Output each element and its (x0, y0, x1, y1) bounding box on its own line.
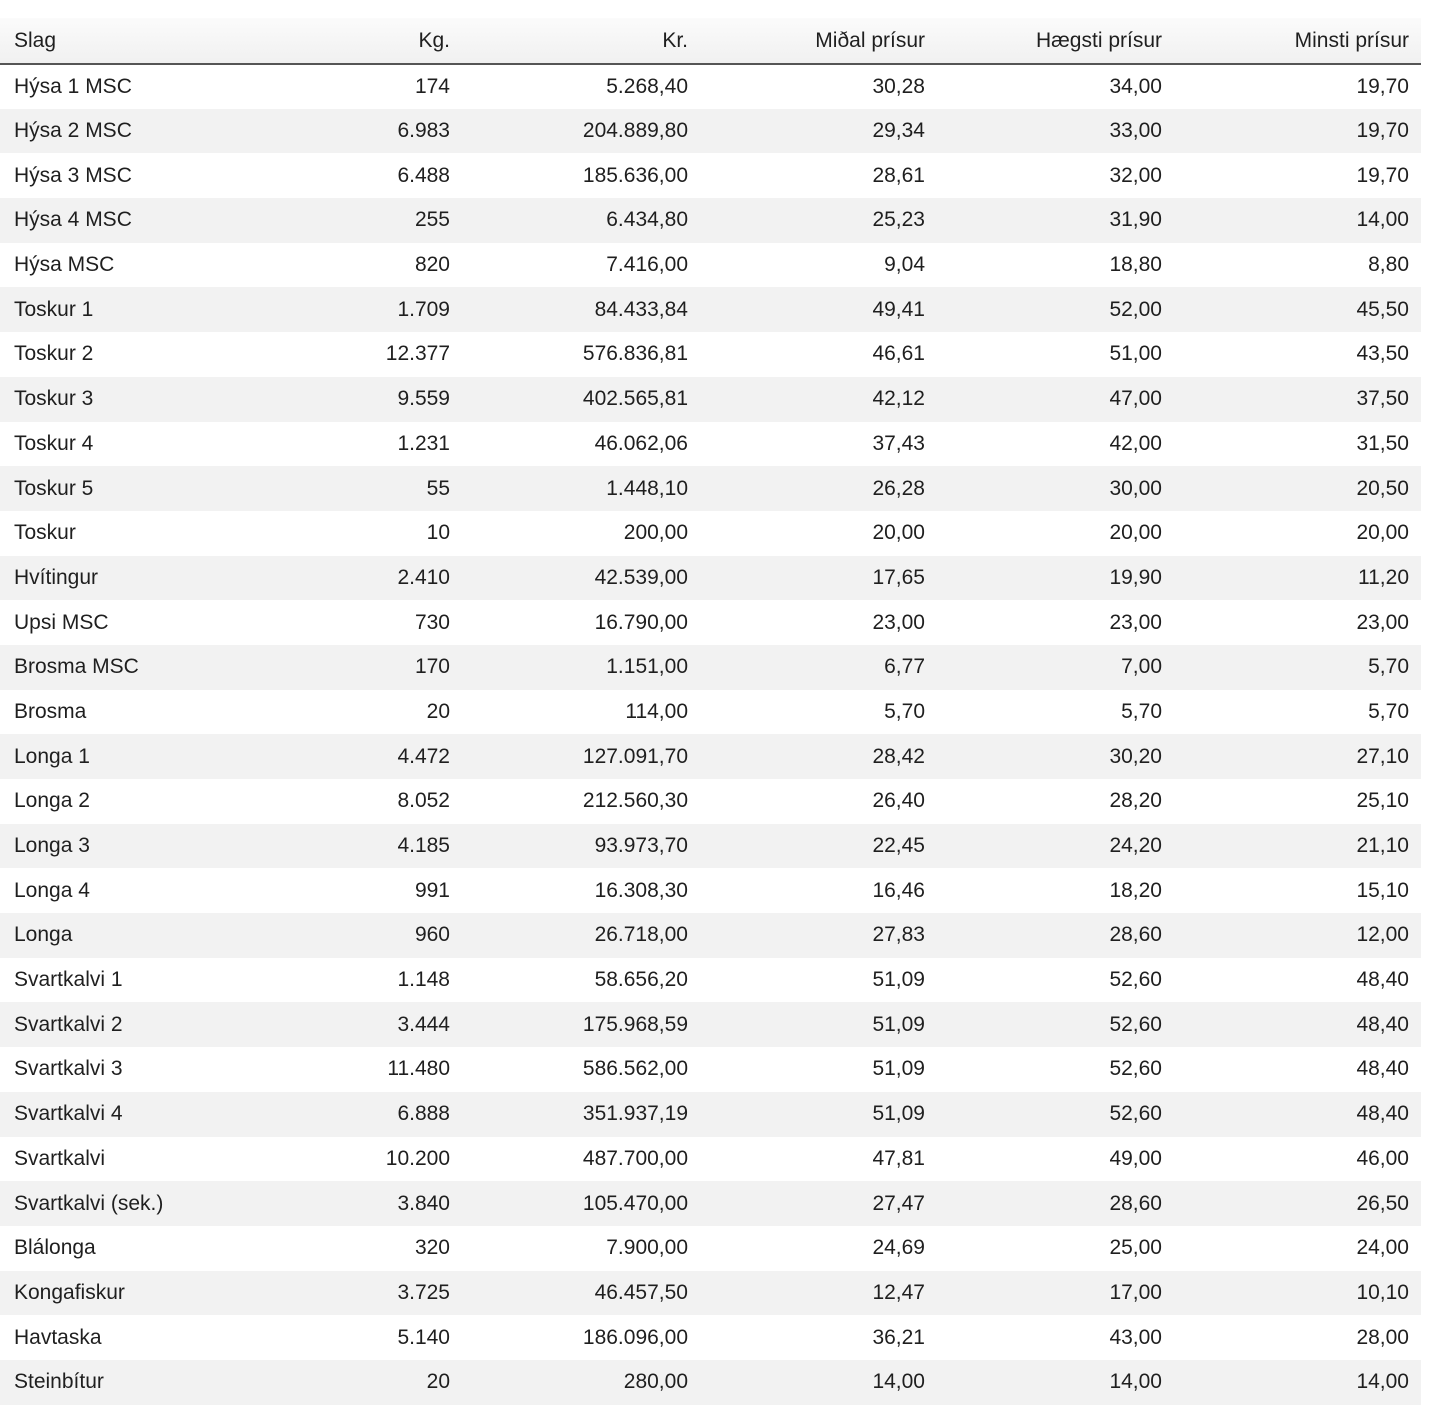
min-price-cell: 12,00 (1356, 923, 1409, 947)
kg-cell: 3.840 (397, 1191, 450, 1215)
species-cell: Havtaska (14, 1325, 102, 1349)
table-row (0, 466, 1421, 511)
species-cell: Steinbítur (14, 1370, 104, 1394)
min-price-cell: 8,80 (1368, 253, 1409, 277)
kg-cell: 730 (414, 610, 450, 634)
kr-cell: 6.434,80 (606, 208, 688, 232)
avg-price-cell: 28,61 (872, 163, 925, 187)
kg-cell: 991 (414, 878, 450, 902)
species-cell: Longa 1 (14, 744, 90, 768)
avg-price-cell: 26,28 (872, 476, 925, 500)
min-price-cell: 5,70 (1368, 655, 1409, 679)
kr-cell: 105.470,00 (582, 1191, 688, 1215)
species-cell: Blálonga (14, 1236, 96, 1260)
table-row (0, 64, 1421, 109)
min-price-cell: 46,00 (1356, 1146, 1409, 1170)
min-price-cell: 14,00 (1356, 1370, 1409, 1394)
max-price-cell: 52,60 (1109, 968, 1162, 992)
table-row (0, 958, 1421, 1003)
species-cell: Longa 4 (14, 878, 90, 902)
kr-cell: 7.900,00 (606, 1236, 688, 1260)
avg-price-cell: 14,00 (872, 1370, 925, 1394)
kg-cell: 20 (426, 699, 450, 723)
max-price-cell: 28,60 (1109, 923, 1162, 947)
avg-price-cell: 23,00 (872, 610, 925, 634)
kg-cell: 1.709 (397, 297, 450, 321)
kr-cell: 1.151,00 (606, 655, 688, 679)
table-row (0, 287, 1421, 332)
kg-cell: 55 (426, 476, 450, 500)
kg-cell: 3.725 (397, 1280, 450, 1304)
species-cell: Hýsa 4 MSC (14, 208, 132, 232)
kr-cell: 114,00 (625, 699, 688, 723)
max-price-cell: 33,00 (1109, 119, 1162, 143)
table-row (0, 243, 1421, 288)
table-row (0, 1226, 1421, 1271)
max-price-cell: 47,00 (1109, 387, 1162, 411)
kg-cell: 255 (414, 208, 450, 232)
table-row (0, 1360, 1421, 1405)
species-cell: Brosma (14, 699, 87, 723)
kr-cell: 487.700,00 (582, 1146, 688, 1170)
max-price-cell: 42,00 (1109, 431, 1162, 455)
header-row (0, 18, 1421, 64)
table-row (0, 1315, 1421, 1360)
species-cell: Svartkalvi 3 (14, 1057, 123, 1081)
avg-price-cell: 36,21 (872, 1325, 925, 1349)
table-row (0, 153, 1421, 198)
kg-cell: 820 (414, 253, 450, 277)
min-price-cell: 37,50 (1356, 387, 1409, 411)
avg-price-cell: 51,09 (872, 1057, 925, 1081)
avg-price-cell: 12,47 (872, 1280, 925, 1304)
kr-cell: 351.937,19 (582, 1102, 688, 1126)
min-price-cell: 11,20 (1358, 565, 1409, 589)
avg-price-cell: 37,43 (872, 431, 925, 455)
min-price-cell: 48,40 (1356, 1012, 1409, 1036)
max-price-cell: 24,20 (1109, 834, 1162, 858)
table-row (0, 377, 1421, 422)
price-table-container (0, 18, 1421, 1405)
kr-cell: 586.562,00 (582, 1057, 688, 1081)
min-price-cell: 14,00 (1356, 208, 1409, 232)
min-price-cell: 5,70 (1368, 699, 1409, 723)
species-cell: Svartkalvi (14, 1146, 106, 1170)
species-cell: Kongafiskur (14, 1280, 125, 1304)
kr-cell: 186.096,00 (582, 1325, 688, 1349)
avg-price-cell: 17,65 (872, 565, 925, 589)
kr-cell: 16.790,00 (594, 610, 688, 634)
kr-cell: 127.091,70 (582, 744, 688, 768)
max-price-cell: 32,00 (1109, 163, 1162, 187)
species-cell: Hýsa 1 MSC (14, 74, 132, 98)
species-cell: Longa (14, 923, 73, 947)
min-price-cell: 10,10 (1356, 1280, 1409, 1304)
species-cell: Svartkalvi 1 (14, 968, 123, 992)
avg-price-cell: 51,09 (872, 1012, 925, 1036)
max-price-cell: 18,80 (1109, 253, 1162, 277)
min-price-cell: 19,70 (1356, 74, 1409, 98)
table-row (0, 1137, 1421, 1182)
max-price-cell: 43,00 (1109, 1325, 1162, 1349)
column-header-min-price: Minsti prísur (1174, 18, 1421, 64)
kr-cell: 58.656,20 (594, 968, 688, 992)
min-price-cell: 27,10 (1356, 744, 1409, 768)
kr-cell: 5.268,40 (606, 74, 688, 98)
kr-cell: 7.416,00 (606, 253, 688, 277)
min-price-cell: 48,40 (1356, 968, 1409, 992)
avg-price-cell: 42,12 (872, 387, 925, 411)
table-row (0, 198, 1421, 243)
kg-cell: 4.185 (397, 834, 450, 858)
kr-cell: 84.433,84 (594, 297, 688, 321)
kr-cell: 16.308,30 (594, 878, 688, 902)
max-price-cell: 30,00 (1109, 476, 1162, 500)
table-row (0, 868, 1421, 913)
max-price-cell: 52,60 (1109, 1012, 1162, 1036)
kr-cell: 93.973,70 (594, 834, 688, 858)
table-body (0, 64, 1421, 1405)
min-price-cell: 28,00 (1356, 1325, 1409, 1349)
min-price-cell: 25,10 (1356, 789, 1409, 813)
avg-price-cell: 20,00 (872, 521, 925, 545)
max-price-cell: 7,00 (1121, 655, 1162, 679)
table-row (0, 1047, 1421, 1092)
min-price-cell: 26,50 (1356, 1191, 1409, 1215)
avg-price-cell: 51,09 (872, 1102, 925, 1126)
species-cell: Upsi MSC (14, 610, 109, 634)
table-row (0, 600, 1421, 645)
max-price-cell: 34,00 (1109, 74, 1162, 98)
kr-cell: 1.448,10 (606, 476, 688, 500)
kg-cell: 20 (426, 1370, 450, 1394)
kg-cell: 8.052 (397, 789, 450, 813)
table-row (0, 645, 1421, 690)
min-price-cell: 15,10 (1356, 878, 1409, 902)
kg-cell: 4.472 (397, 744, 450, 768)
avg-price-cell: 27,47 (872, 1191, 925, 1215)
table-row (0, 824, 1421, 869)
max-price-cell: 25,00 (1109, 1236, 1162, 1260)
species-cell: Longa 2 (14, 789, 90, 813)
table-row (0, 734, 1421, 779)
avg-price-cell: 46,61 (872, 342, 925, 366)
min-price-cell: 23,00 (1356, 610, 1409, 634)
kg-cell: 9.559 (397, 387, 450, 411)
kr-cell: 46.457,50 (594, 1280, 688, 1304)
table-row (0, 690, 1421, 735)
kg-cell: 174 (414, 74, 450, 98)
max-price-cell: 19,90 (1109, 565, 1162, 589)
species-cell: Toskur (14, 521, 76, 545)
avg-price-cell: 24,69 (872, 1236, 925, 1260)
max-price-cell: 28,60 (1109, 1191, 1162, 1215)
table-row (0, 332, 1421, 377)
max-price-cell: 52,00 (1109, 297, 1162, 321)
species-cell: Hýsa MSC (14, 253, 115, 277)
min-price-cell: 45,50 (1356, 297, 1409, 321)
column-header-kg: Kg. (240, 18, 462, 64)
kg-cell: 10.200 (385, 1146, 450, 1170)
column-header-max-price: Hægsti prísur (937, 18, 1174, 64)
table-header (0, 18, 1421, 64)
table-row (0, 1092, 1421, 1137)
price-table (0, 18, 1421, 1405)
avg-price-cell: 47,81 (872, 1146, 925, 1170)
avg-price-cell: 51,09 (872, 968, 925, 992)
table-row (0, 1002, 1421, 1047)
kg-cell: 11.480 (387, 1057, 450, 1081)
avg-price-cell: 28,42 (872, 744, 925, 768)
kg-cell: 1.231 (397, 431, 450, 455)
table-row (0, 511, 1421, 556)
table-row (0, 913, 1421, 958)
max-price-cell: 31,90 (1109, 208, 1162, 232)
species-cell: Longa 3 (14, 834, 90, 858)
max-price-cell: 17,00 (1109, 1280, 1162, 1304)
max-price-cell: 23,00 (1109, 610, 1162, 634)
max-price-cell: 49,00 (1109, 1146, 1162, 1170)
table-row (0, 422, 1421, 467)
avg-price-cell: 16,46 (872, 878, 925, 902)
species-cell: Toskur 1 (14, 297, 94, 321)
kr-cell: 175.968,59 (582, 1012, 688, 1036)
max-price-cell: 18,20 (1109, 878, 1162, 902)
avg-price-cell: 29,34 (872, 119, 925, 143)
table-row (0, 1271, 1421, 1316)
min-price-cell: 31,50 (1356, 431, 1409, 455)
table-row (0, 779, 1421, 824)
max-price-cell: 52,60 (1109, 1057, 1162, 1081)
kr-cell: 42.539,00 (594, 565, 688, 589)
min-price-cell: 21,10 (1356, 834, 1409, 858)
max-price-cell: 5,70 (1121, 699, 1162, 723)
kg-cell: 320 (414, 1236, 450, 1260)
max-price-cell: 52,60 (1109, 1102, 1162, 1126)
avg-price-cell: 22,45 (872, 834, 925, 858)
table-row (0, 109, 1421, 154)
column-header-slag: Slag (0, 18, 240, 64)
kr-cell: 402.565,81 (582, 387, 688, 411)
kg-cell: 170 (414, 655, 450, 679)
species-cell: Toskur 3 (14, 387, 94, 411)
kg-cell: 1.148 (397, 968, 450, 992)
kr-cell: 204.889,80 (582, 119, 688, 143)
kr-cell: 26.718,00 (594, 923, 688, 947)
species-cell: Toskur 5 (14, 476, 94, 500)
species-cell: Toskur 2 (14, 342, 94, 366)
kg-cell: 2.410 (397, 565, 450, 589)
kg-cell: 3.444 (397, 1012, 450, 1036)
kr-cell: 576.836,81 (582, 342, 688, 366)
max-price-cell: 28,20 (1109, 789, 1162, 813)
kr-cell: 212.560,30 (582, 789, 688, 813)
kr-cell: 200,00 (623, 521, 688, 545)
max-price-cell: 14,00 (1109, 1370, 1162, 1394)
kg-cell: 960 (414, 923, 450, 947)
min-price-cell: 24,00 (1356, 1236, 1409, 1260)
avg-price-cell: 30,28 (872, 74, 925, 98)
kg-cell: 12.377 (385, 342, 450, 366)
species-cell: Toskur 4 (14, 431, 94, 455)
avg-price-cell: 9,04 (884, 253, 925, 277)
kg-cell: 5.140 (397, 1325, 450, 1349)
min-price-cell: 19,70 (1356, 163, 1409, 187)
table-row (0, 556, 1421, 601)
max-price-cell: 51,00 (1109, 342, 1162, 366)
species-cell: Hýsa 2 MSC (14, 119, 132, 143)
kg-cell: 6.888 (397, 1102, 450, 1126)
avg-price-cell: 49,41 (872, 297, 925, 321)
min-price-cell: 48,40 (1356, 1102, 1409, 1126)
species-cell: Brosma MSC (14, 655, 139, 679)
species-cell: Hýsa 3 MSC (14, 163, 132, 187)
kr-cell: 185.636,00 (582, 163, 688, 187)
avg-price-cell: 6,77 (884, 655, 925, 679)
kg-cell: 6.488 (397, 163, 450, 187)
min-price-cell: 48,40 (1356, 1057, 1409, 1081)
species-cell: Svartkalvi 4 (14, 1102, 123, 1126)
avg-price-cell: 27,83 (872, 923, 925, 947)
species-cell: Svartkalvi 2 (14, 1012, 123, 1036)
kg-cell: 6.983 (397, 119, 450, 143)
avg-price-cell: 26,40 (872, 789, 925, 813)
avg-price-cell: 25,23 (872, 208, 925, 232)
max-price-cell: 20,00 (1109, 521, 1162, 545)
species-cell: Svartkalvi (sek.) (14, 1191, 164, 1215)
kg-cell: 10 (426, 521, 450, 545)
kr-cell: 280,00 (623, 1370, 688, 1394)
column-header-avg-price: Miðal prísur (700, 18, 937, 64)
kr-cell: 46.062,06 (594, 431, 688, 455)
min-price-cell: 20,50 (1356, 476, 1409, 500)
column-header-kr: Kr. (462, 18, 700, 64)
table-row (0, 1181, 1421, 1226)
min-price-cell: 20,00 (1356, 521, 1409, 545)
avg-price-cell: 5,70 (884, 699, 925, 723)
min-price-cell: 19,70 (1356, 119, 1409, 143)
max-price-cell: 30,20 (1109, 744, 1162, 768)
species-cell: Hvítingur (14, 565, 99, 589)
min-price-cell: 43,50 (1356, 342, 1409, 366)
